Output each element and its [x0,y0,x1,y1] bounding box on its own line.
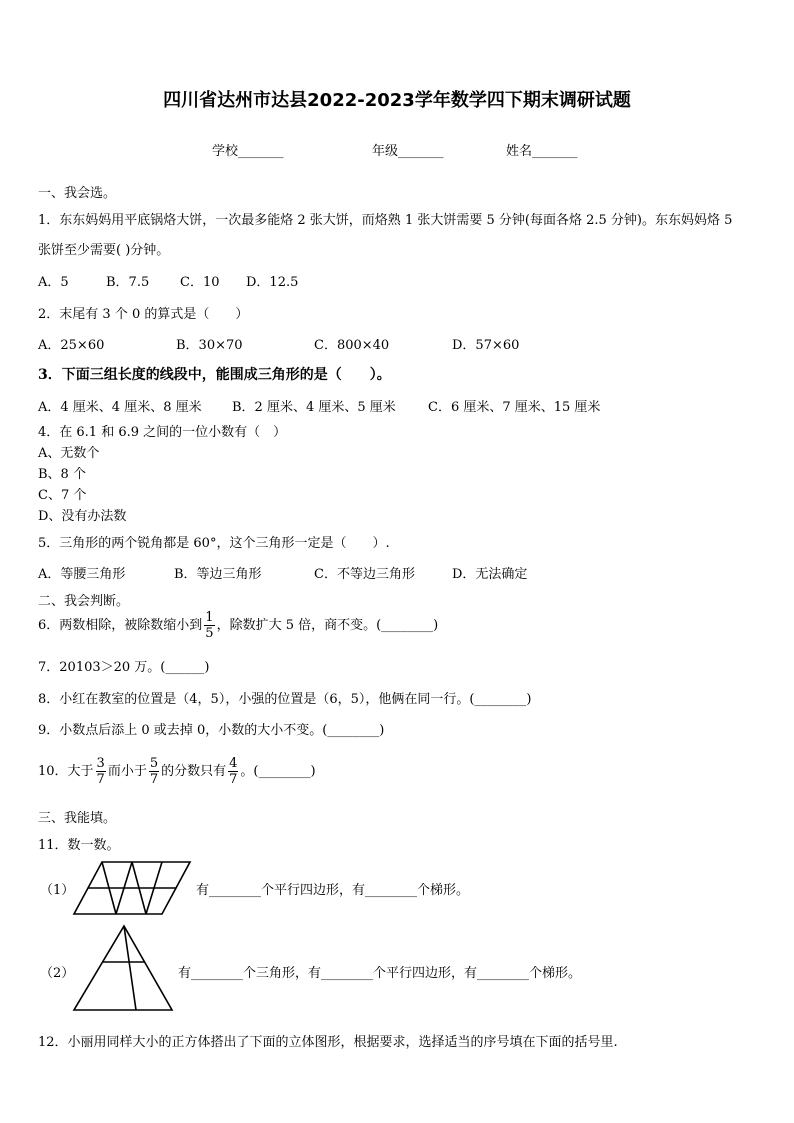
q5-option-b: B．等边三角形 [174,567,262,582]
q6-fraction-num: 1 [205,610,214,625]
q8: 8．小红在教室的位置是（4，5），小强的位置是（6，5），他俩在同一行。(________) [38,692,532,707]
q6 [38,606,438,646]
q1-line1: 1．东东妈妈用平底锅烙大饼，一次最多能烙 2 张大饼，而烙熟 1 张大饼需要 5 分钟(每面各烙 2.5 分钟)。东东妈妈烙 5 [38,213,733,228]
q4-option-c: C、7 个 [38,488,87,503]
q4-stem: 4．在 6.1 和 6.9 之间的一位小数有（ ） [38,425,287,440]
q2-option-d: D．57×60 [452,338,520,353]
q10-f3-den: 7 [229,772,238,787]
q10-fraction-3 [228,756,238,787]
q5-option-d: D．无法确定 [452,567,528,582]
page-title: 四川省达州市达县2022-2023学年数学四下期末调研试题 [163,90,631,111]
q10-f3-num: 4 [229,756,238,771]
q11-parallelogram-figure [72,860,192,916]
q5-stem: 5．三角形的两个锐角都是 60°，这个三角形一定是（ ）. [38,536,390,551]
q10-f2-den: 7 [149,772,159,787]
q2-option-b: B．30×70 [176,338,243,353]
q10-f1-den: 7 [96,772,105,787]
q5-option-a: A．等腰三角形 [38,567,126,582]
q6-fraction-den: 5 [205,626,214,641]
q10-pre: 10．大于 [38,764,94,779]
q10-f1-num: 3 [96,756,105,771]
q10-fraction-2 [149,756,159,787]
section1-heading: 一、我会选。 [38,186,117,201]
q1-option-b: B．7.5 [106,275,150,290]
q10-post: 。(________) [240,764,316,779]
q10-mid1: 而小于 [107,764,147,779]
q11-part2-label: （2） [40,966,75,981]
q2-option-a: A．25×60 [38,338,105,353]
q11-part2-text: 有________个三角形，有________个平行四边形，有________个梯形。 [178,966,582,981]
q6-pre: 6．两数相除，被除数缩小到 [38,618,203,633]
q3-option-b: B．2 厘米、4 厘米、5 厘米 [232,400,396,415]
q11-stem: 11．数一数。 [38,838,120,853]
q2-stem: 2．末尾有 3 个 0 的算式是（ ） [38,307,249,322]
q2-option-c: C．800×40 [314,338,390,353]
q5-option-c: C．不等边三角形 [314,567,415,582]
q11-part1-text: 有________个平行四边形，有________个梯形。 [196,883,470,898]
school-field: 学校_______ [212,144,284,159]
q12: 12．小丽用同样大小的正方体搭出了下面的立体图形，根据要求，选择适当的序号填在下面的括号里. [38,1035,618,1050]
section2-heading: 二、我会判断。 [38,594,130,609]
q6-post: ，除数扩大 5 倍，商不变。(________) [216,618,439,633]
q11-part1-label: （1） [40,883,75,898]
q4-option-a: A、无数个 [38,446,100,461]
q4-option-b: B、8 个 [38,467,86,482]
q10 [38,750,316,794]
q1-option-c: C．10 [180,275,220,290]
name-field: 姓名_______ [506,144,578,159]
grade-field: 年级_______ [372,144,444,159]
q9: 9．小数点后添上 0 或去掉 0，小数的大小不变。(________) [38,723,385,738]
q3-stem: 3．下面三组长度的线段中，能围成三角形的是（ ）。 [38,367,391,383]
q10-fraction-1 [96,756,106,787]
q1-option-a: A．5 [38,275,69,290]
q1-option-d: D．12.5 [246,275,299,290]
q1-line2: 张饼至少需要( )分钟。 [38,243,170,258]
q3-option-a: A．4 厘米、4 厘米、8 厘米 [38,400,202,415]
q3-option-c: C．6 厘米、7 厘米、15 厘米 [428,400,601,415]
q6-fraction [204,610,214,641]
q4-option-d: D、没有办法数 [38,509,127,524]
q10-mid2: 的分数只有 [161,764,227,779]
q10-f2-num: 5 [149,756,159,771]
q7: 7．20103＞20 万。(______) [38,660,210,675]
section3-heading: 三、我能填。 [38,811,117,826]
q11-triangle-figure [72,924,176,1012]
